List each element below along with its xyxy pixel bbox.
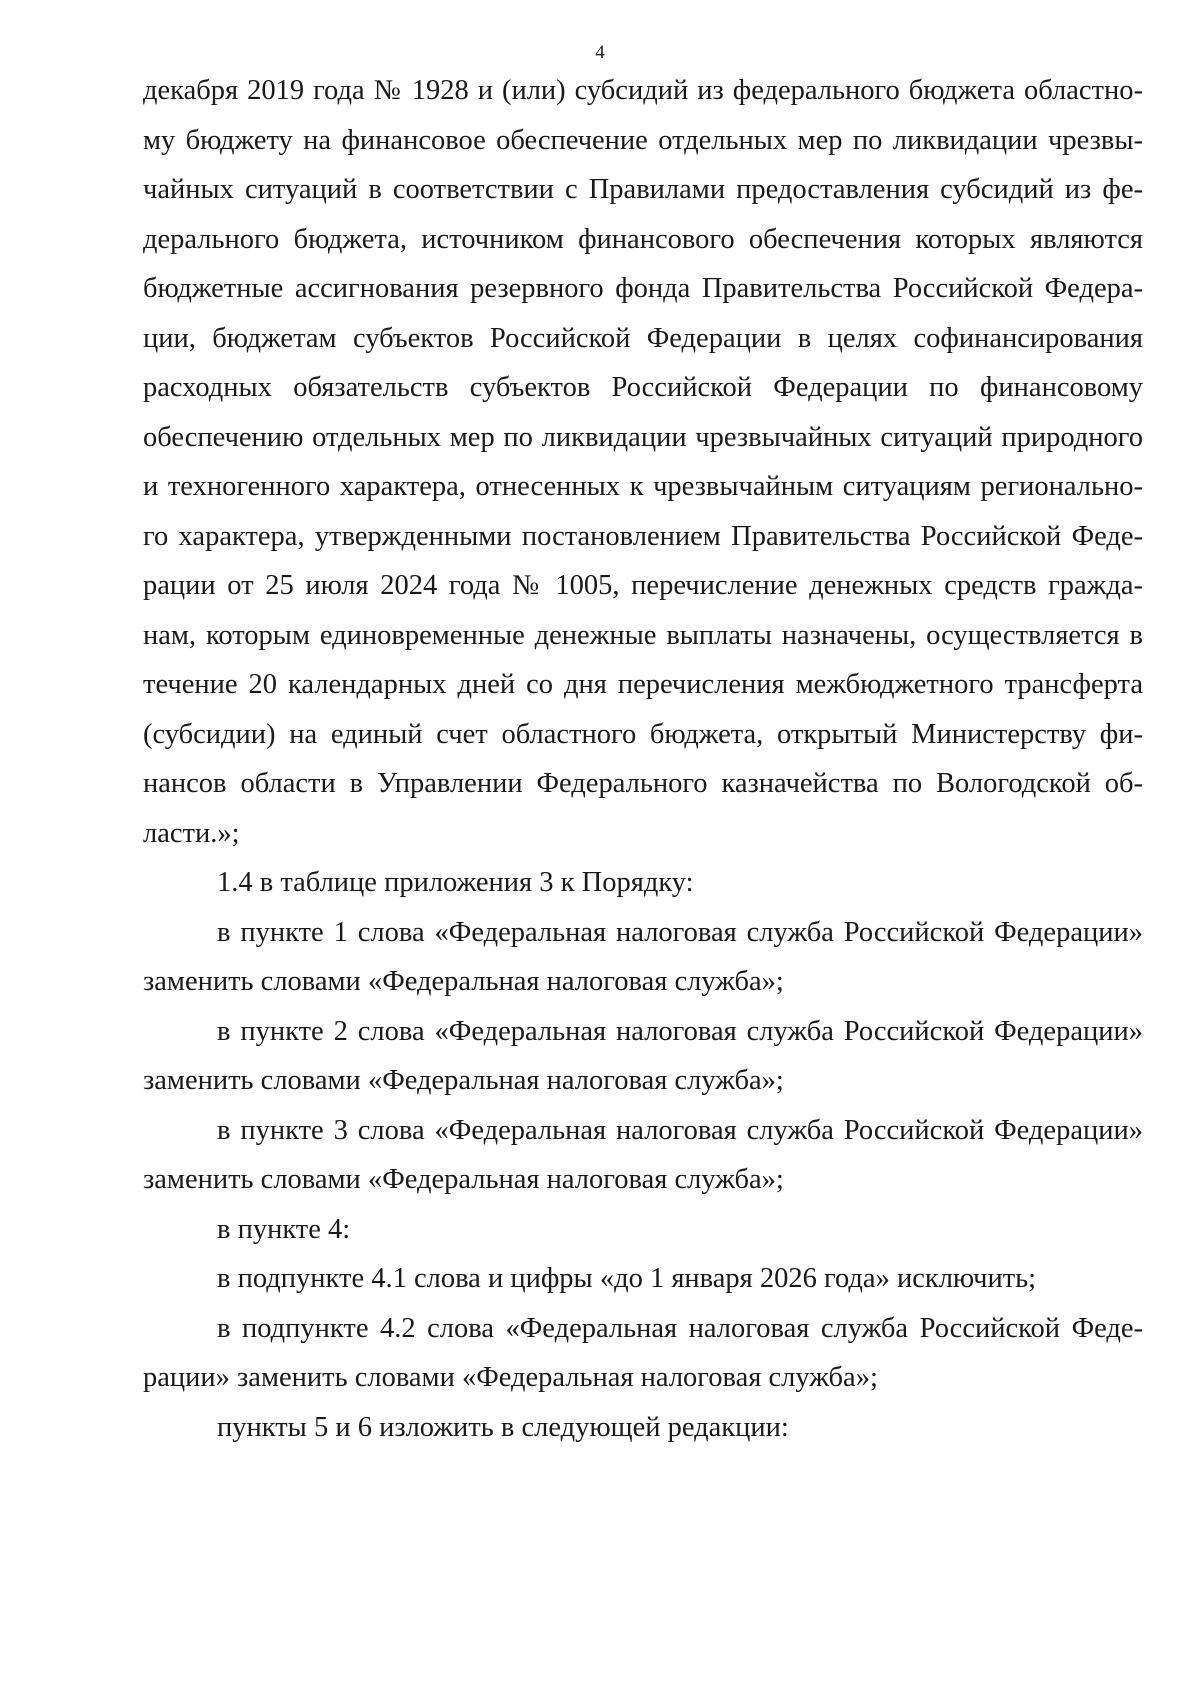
text-line: течение 20 календарных дней со дня перечисления межбюджетного трансферта [143,669,1143,700]
text-line: в пункте 1 слова «Федеральная налоговая служба Российской Федерации» [217,916,1143,948]
text-line: расходных обязательств субъектов Российской Федерации по финансовому [143,372,1143,403]
text-line: в пункте 3 слова «Федеральная налоговая служба Российской Федерации» [217,1114,1143,1146]
text-line: декабря 2019 года № 1928 и (или) субсидий из федерального бюджета областно- [143,75,1143,106]
text-line: нам, которым единовременные денежные выплаты назначены, осуществляется в [143,619,1143,651]
text-line: чайных ситуаций в соответствии с Правилами предоставления субсидий из фе- [143,174,1143,205]
text-line: (субсидии) на единый счет областного бюджета, открытый Министерству фи- [143,718,1143,750]
text-line: заменить словами «Федеральная налоговая служба»; [143,1164,784,1195]
text-line: в пункте 4: [217,1213,351,1245]
text-line: в подпункте 4.2 слова «Федеральная налоговая служба Российской Феде- [217,1312,1143,1344]
text-line: пункты 5 и 6 изложить в следующей редакции: [217,1411,789,1443]
document-body [143,66,1143,1452]
text-line: заменить словами «Федеральная налоговая служба»; [143,966,784,997]
text-line: ции, бюджетам субъектов Российской Федерации в целях софинансирования [143,322,1143,354]
text-line: го характера, утвержденными постановлением Правительства Российской Феде- [143,520,1143,552]
text-line: ласти.»; [143,817,240,849]
text-line: рации от 25 июля 2024 года № 1005, перечисление денежных средств гражда- [143,570,1143,601]
text-line: дерального бюджета, источником финансового обеспечения которых являются [143,223,1143,255]
text-line: нансов области в Управлении Федерального казначейства по Вологодской об- [143,768,1143,799]
text-line: в пункте 2 слова «Федеральная налоговая служба Российской Федерации» [217,1015,1143,1047]
text-line: заменить словами «Федеральная налоговая служба»; [143,1065,784,1096]
text-line: и техногенного характера, отнесенных к чрезвычайным ситуациям регионально- [143,471,1143,502]
text-line: му бюджету на финансовое обеспечение отдельных мер по ликвидации чрезвы- [143,124,1143,156]
page-number: 4 [595,42,605,63]
text-line: 1.4 в таблице приложения 3 к Порядку: [217,867,694,898]
text-line: рации» заменить словами «Федеральная налоговая служба»; [143,1362,878,1393]
text-line: бюджетные ассигнования резервного фонда Правительства Российской Федера- [143,273,1143,304]
text-line: обеспечению отдельных мер по ликвидации чрезвычайных ситуаций природного [143,421,1143,453]
text-line: в подпункте 4.1 слова и цифры «до 1 января 2026 года» исключить; [217,1263,1037,1294]
